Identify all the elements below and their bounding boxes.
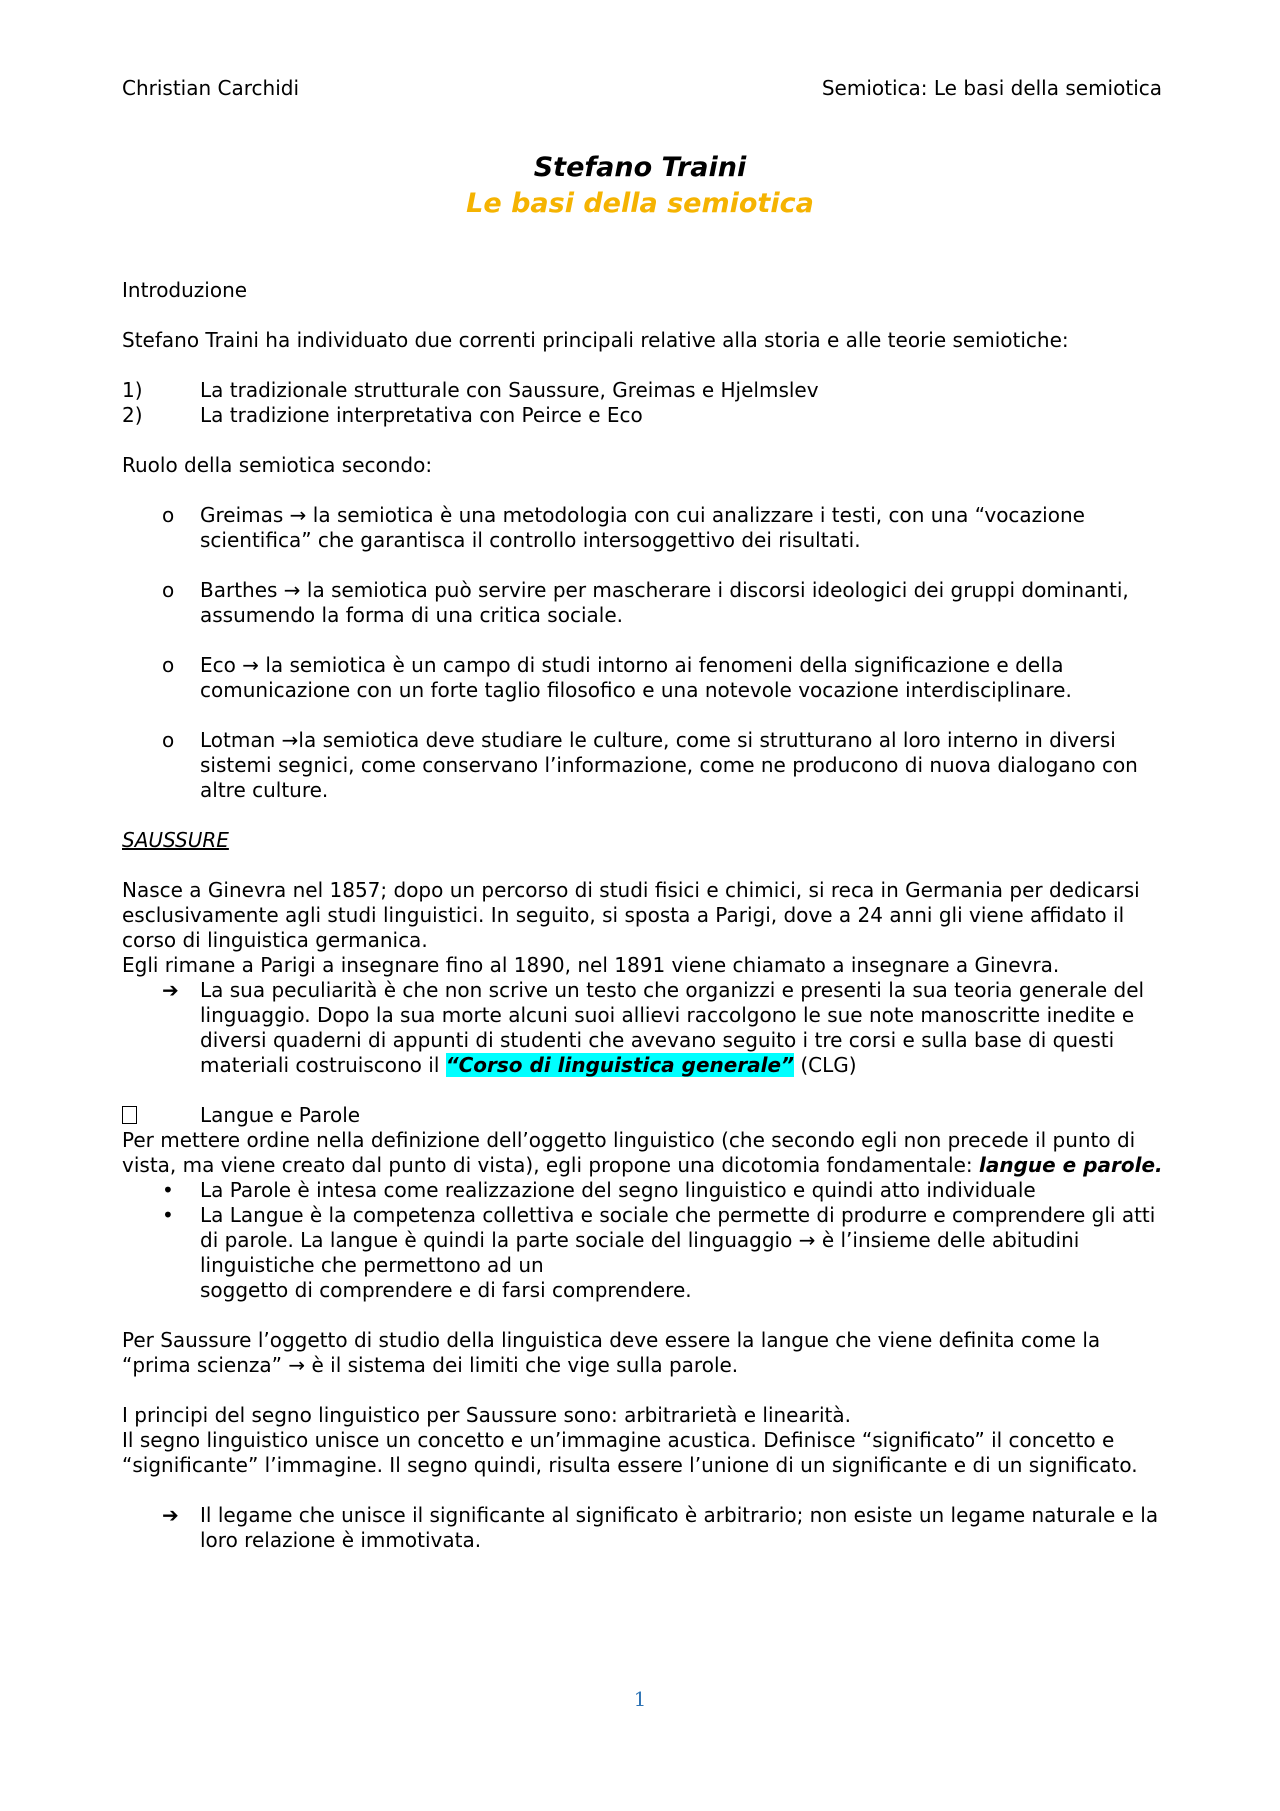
section-heading-saussure: SAUSSURE	[122, 828, 229, 852]
bullet-item: • La Langue è la competenza collettiva e sociale che permette di produrre e comprendere gli atti di parole. La langue è quindi la parte sociale del linguaggio → è l’insieme delle abitudini linguistiche che permettono ad un soggetto di comprendere e di farsi comprendere.	[122, 1203, 1167, 1303]
title-main: Stefano Traini	[533, 152, 747, 183]
bullet-icon: •	[162, 1203, 174, 1227]
arrow-item: ➔ La sua peculiarità è che non scrive un testo che organizzi e presenti la sua teoria generale del linguaggio. Dopo la sua morte alcuni suoi allievi raccolgono le sue note manoscritte inedite e diversi quaderni di appunti di studenti che avevano seguito i tre corsi e sulla base di questi materiali costruiscono il “Corso di linguistica generale” (CLG)	[122, 978, 1167, 1078]
arrow-icon: ➔	[162, 1503, 179, 1527]
intro-heading: Introduzione	[122, 278, 248, 302]
arrow-icon: ➔	[162, 978, 179, 1002]
document-body	[122, 278, 1167, 1553]
saussure-paragraph: Nasce a Ginevra nel 1857; dopo un percorso di studi fisici e chimici, si reca in Germania per dedicarsi esclusivamente agli studi linguistici. In seguito, si sposta a Parigi, dove a 24 anni gli viene affidato il corso di linguistica germanica.	[122, 878, 1140, 952]
bullet-icon: •	[162, 1178, 174, 1202]
subheading-item: Langue e Parole	[122, 1103, 1167, 1128]
langue-paragraph: Per mettere ordine nella definizione dell’oggetto linguistico (che secondo egli non precede il punto di vista, ma viene creato dal punto di vista), egli propone una dicotomia fondamentale: langue e parole.	[122, 1128, 1163, 1177]
saussure-paragraph: Egli rimane a Parigi a insegnare fino al 1890, nel 1891 viene chiamato a insegnare a Ginevra.	[122, 953, 1060, 977]
saussure-paragraph: Il segno linguistico unisce un concetto e un’immagine acustica. Definisce “significato” il concetto e “significante” l’immagine. Il segno quindi, risulta essere l’unione di un significante e di un significato.	[122, 1428, 1138, 1477]
checkbox-icon	[122, 1103, 200, 1128]
header-doc-title: Semiotica: Le basi della semiotica	[821, 76, 1162, 100]
header-author: Christian Carchidi	[122, 76, 300, 100]
page-number: 1	[633, 1687, 647, 1711]
role-item: o Eco → la semiotica è un campo di studi intorno ai fenomeni della significazione e della comunicazione con un forte taglio filosofico e una notevole vocazione interdisciplinare.	[162, 653, 1072, 702]
role-heading: Ruolo della semiotica secondo:	[122, 453, 433, 477]
role-item: o Barthes → la semiotica può servire per mascherare i discorsi ideologici dei gruppi dominanti, assumendo la forma di una critica sociale.	[162, 578, 1129, 627]
bullet-item: • La Parole è intesa come realizzazione del segno linguistico e quindi atto individuale	[122, 1178, 1167, 1203]
saussure-paragraph: Per Saussure l’oggetto di studio della linguistica deve essere la langue che viene definita come la “prima scienza” → è il sistema dei limiti che vige sulla parole.	[122, 1328, 1101, 1377]
intro-paragraph: Stefano Traini ha individuato due correnti principali relative alla storia e alle teorie semiotiche:	[122, 328, 1069, 352]
document-title	[0, 150, 1280, 222]
arrow-item: ➔ Il legame che unisce il significante al significato è arbitrario; non esiste un legame naturale e la loro relazione è immotivata.	[122, 1503, 1167, 1553]
highlighted-title: “Corso di linguistica generale”	[445, 1053, 794, 1077]
saussure-paragraph: I principi del segno linguistico per Saussure sono: arbitrarietà e linearità.	[122, 1403, 851, 1427]
title-sub: Le basi della semiotica	[466, 188, 814, 219]
numbered-item: 1) La tradizionale strutturale con Saussure, Greimas e Hjelmslev	[122, 378, 819, 402]
role-item: o Greimas → la semiotica è una metodologia con cui analizzare i testi, con una “vocazione scientifica” che garantisca il controllo intersoggettivo dei risultati.	[162, 503, 1085, 552]
role-item: o Lotman →la semiotica deve studiare le culture, come si strutturano al loro interno in diversi sistemi segnici, come conservano l’informazione, come ne producono di nuova dialogano con altre culture.	[162, 728, 1138, 802]
numbered-item: 2) La tradizione interpretativa con Peirce e Eco	[122, 403, 643, 427]
